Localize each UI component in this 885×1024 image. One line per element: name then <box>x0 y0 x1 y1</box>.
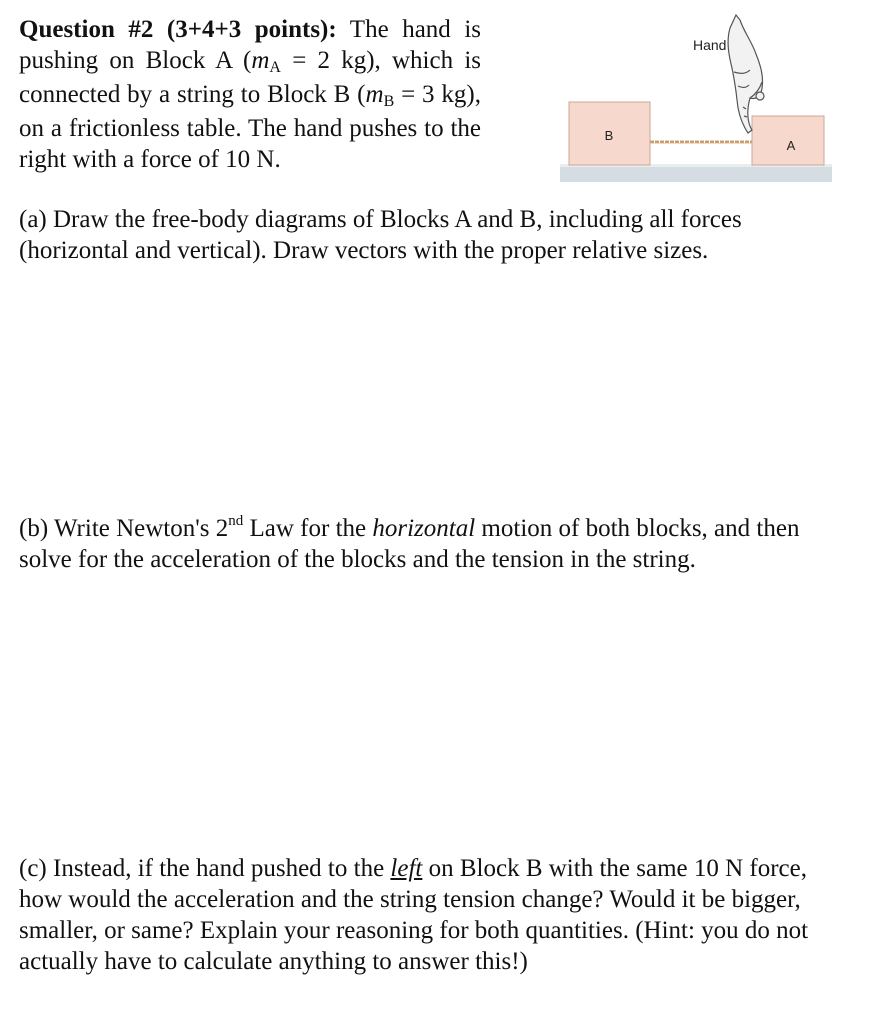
hand-icon <box>728 15 764 133</box>
hand-label: Hand <box>693 37 727 53</box>
intro-text-1: The hand is pushing on Block A ( <box>19 16 481 74</box>
part-b-superscript: nd <box>228 512 244 529</box>
table-surface <box>560 166 832 182</box>
part-c-text <box>19 853 829 977</box>
intro-text-3: = 3 kg), on a frictionless table. The hand pushes to the right with a force of 10 N. <box>19 81 481 173</box>
intro-text-2: = 2 kg), which is connected by a string to Block B ( <box>19 47 481 108</box>
question-intro <box>19 14 481 175</box>
mass-a-symbol: m <box>251 47 270 74</box>
block-a-label: A <box>786 138 796 153</box>
question-heading: Question #2 (3+4+3 points): <box>19 16 337 43</box>
part-b-text-2: Law for the <box>243 515 373 542</box>
part-a-text: (a) Draw the free-body diagrams of Blocks A and B, including all forces (horizontal and vertical). Draw vectors with the proper relative sizes. <box>19 206 742 264</box>
part-b-text-1: (b) Write Newton's 2 <box>19 515 229 542</box>
part-c-text-1: (c) Instead, if the hand pushed to the <box>19 855 391 882</box>
part-c-text-2: on Block B with the same 10 N force, how would the acceleration and the string tension change? Would it be bigger, smaller, or same? Explain your reasoning for both quantities. (Hint: you do not actually have to calculate anything to answer this!) <box>19 855 809 975</box>
part-b-text <box>19 513 829 575</box>
mass-b-symbol: m <box>365 81 384 108</box>
block-b-label: B <box>604 128 614 143</box>
mass-a-subscript: A <box>269 59 281 76</box>
mass-b-subscript: B <box>383 93 395 110</box>
blocks-figure <box>560 12 832 184</box>
part-c-emph-word: left <box>390 855 423 882</box>
part-b-italic-word: horizontal <box>372 515 476 542</box>
part-b-text-3: motion of both blocks, and then solve for the acceleration of the blocks and the tension in the string. <box>19 515 800 573</box>
